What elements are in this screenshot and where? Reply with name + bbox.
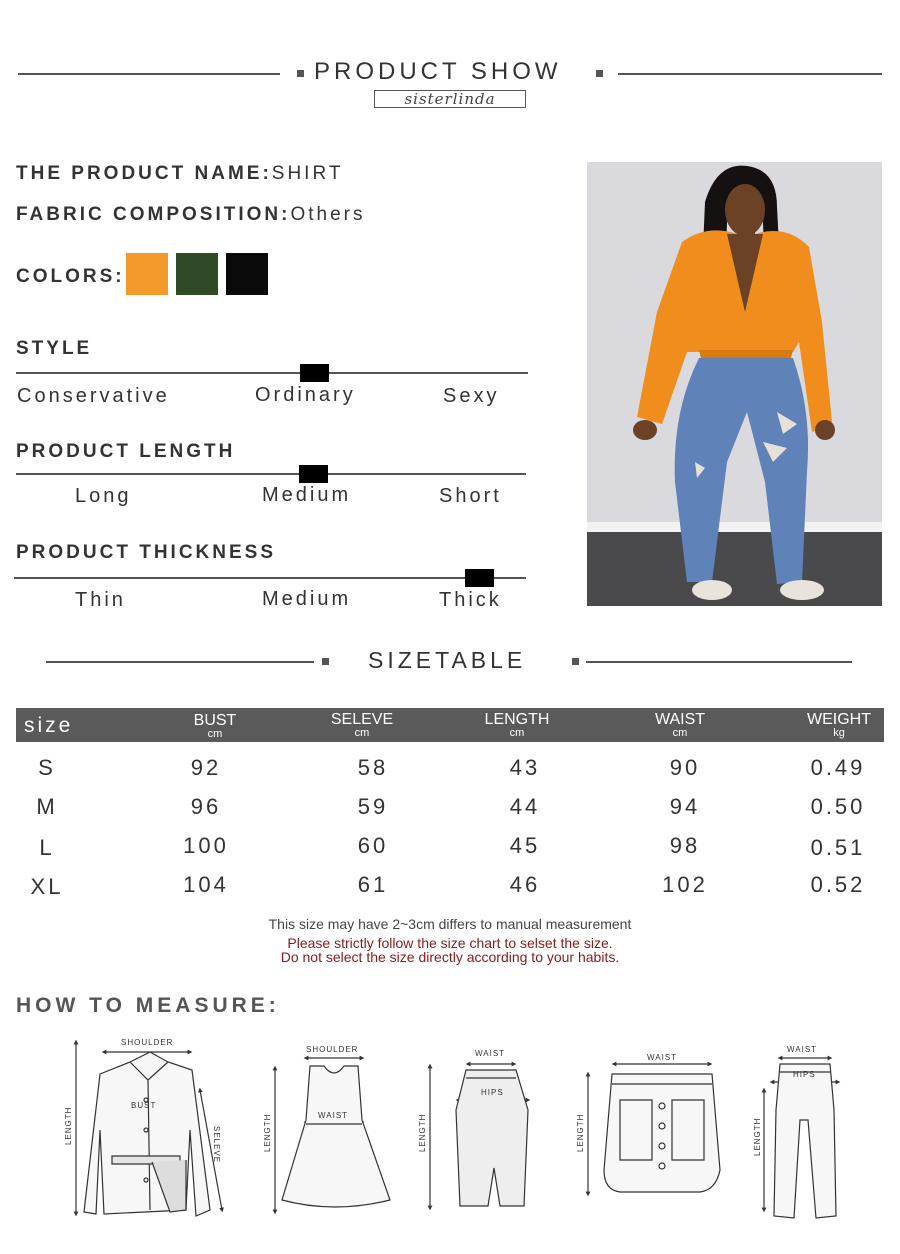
sizetable-rule-right [586,661,852,663]
jacket-bust-label: BUST [131,1101,157,1110]
measurement-diagrams [0,1030,900,1230]
dress-diagram [275,1058,390,1212]
header-seleve-unit: cm [354,727,370,739]
cell-size: L [39,835,55,860]
cell-seleve: 60 [357,833,389,858]
product-name-label: THE PRODUCT NAME: [16,163,272,184]
cell-seleve: 58 [357,755,389,780]
page-title: PRODUCT SHOW [314,58,562,85]
skirt-diagram [430,1064,528,1208]
header-waist-label: WAIST [654,711,706,728]
sizetable-square-right [572,658,579,665]
cell-length: 45 [509,833,541,858]
header-length-label: LENGTH [484,711,550,728]
pants-hips-label: HIPS [793,1070,816,1079]
cell-size: M [36,794,58,819]
skirt-hips-label: HIPS [481,1088,504,1097]
shorts-diagram [588,1064,720,1194]
style-marker [300,364,329,382]
length-marker [299,465,328,483]
header-length [467,712,567,739]
skirt-waist-label: WAIST [475,1049,506,1058]
header-size: size [24,714,74,737]
fabric-label: FABRIC COMPOSITION: [16,204,291,225]
sizetable-title: SIZETABLE [368,647,527,673]
cell-size: S [38,755,56,780]
thickness-title: PRODUCT THICKNESS [16,542,277,563]
header-seleve [312,712,412,739]
header-bust-unit: cm [207,728,223,740]
pants-waist-label: WAIST [787,1045,818,1054]
cell-length: 43 [509,755,541,780]
header-seleve-label: SELEVE [330,711,394,728]
size-table-header [16,708,884,742]
header-weight-unit: kg [833,727,845,739]
size-warning-2: Do not select the size directly according to your habits. [280,949,620,965]
jacket-seleve-label: SELEVE [212,1126,221,1164]
header-bust [175,713,255,740]
header-waist-unit: cm [672,727,688,739]
style-option-ordinary: Ordinary [255,384,356,406]
header-weight-label: WEIGHT [807,711,871,728]
style-scale-line [16,372,528,374]
thickness-option-thick: Thick [439,589,502,611]
skirt-length-label: LENGTH [418,1113,427,1152]
thickness-scale-line [14,577,526,579]
cell-bust: 104 [183,872,229,897]
pants-diagram [764,1058,838,1218]
pants-length-label: LENGTH [753,1117,762,1156]
style-title: STYLE [16,338,93,359]
header-weight [789,712,889,739]
length-scale-line [16,473,526,475]
size-warning-1: Please strictly follow the size chart to selset the size. [287,935,613,951]
header-length-unit: cm [509,727,525,739]
cell-weight: 0.52 [810,872,866,897]
cell-bust: 92 [190,755,222,780]
header-bust-label: BUST [193,712,237,729]
header-square-left [297,70,304,77]
size-note: This size may have 2~3cm differs to manual measurement [268,916,632,932]
thickness-option-medium: Medium [262,588,352,610]
header-square-right [596,70,603,77]
length-option-short: Short [439,485,502,507]
dress-waist-label: WAIST [318,1111,349,1120]
fabric-row [16,204,365,226]
jacket-length-label: LENGTH [64,1106,73,1145]
cell-waist: 90 [669,755,701,780]
style-option-conservative: Conservative [17,385,170,407]
cell-weight: 0.49 [810,755,866,780]
thickness-option-thin: Thin [75,589,126,611]
brand-label: sisterlinda [374,90,526,108]
dress-shoulder-label: SHOULDER [306,1045,359,1054]
cell-waist: 98 [669,833,701,858]
colors-label: COLORS: [16,266,125,287]
product-photo [587,162,882,606]
cell-bust: 100 [183,833,229,858]
length-option-medium: Medium [262,484,352,506]
cell-waist: 102 [662,872,708,897]
cell-seleve: 61 [357,872,389,897]
color-swatch-black[interactable] [226,253,268,295]
cell-length: 44 [509,794,541,819]
shorts-length-label: LENGTH [576,1113,585,1152]
cell-length: 46 [509,872,541,897]
thickness-marker [465,569,494,587]
header-rule-left [18,73,280,75]
jacket-diagram [76,1042,222,1216]
cell-waist: 94 [669,794,701,819]
jacket-shoulder-label: SHOULDER [121,1038,174,1047]
shorts-waist-label: WAIST [647,1053,678,1062]
header-rule-right [618,73,882,75]
product-name-value: SHIRT [271,163,344,184]
cell-size: XL [30,874,64,899]
cell-bust: 96 [190,794,222,819]
header-waist [630,712,730,739]
model-illustration [587,162,882,606]
length-title: PRODUCT LENGTH [16,441,236,462]
sizetable-square-left [322,658,329,665]
cell-weight: 0.50 [810,794,866,819]
cell-seleve: 59 [357,794,389,819]
product-name-row [16,163,343,185]
fabric-value: Others [290,204,366,225]
color-swatch-green[interactable] [176,253,218,295]
cell-weight: 0.51 [810,835,866,860]
length-option-long: Long [75,485,132,507]
how-to-measure-title: HOW TO MEASURE: [16,994,280,1017]
color-swatch-orange[interactable] [126,253,168,295]
sizetable-rule-left [46,661,314,663]
style-option-sexy: Sexy [443,385,500,407]
dress-length-label: LENGTH [263,1113,272,1152]
